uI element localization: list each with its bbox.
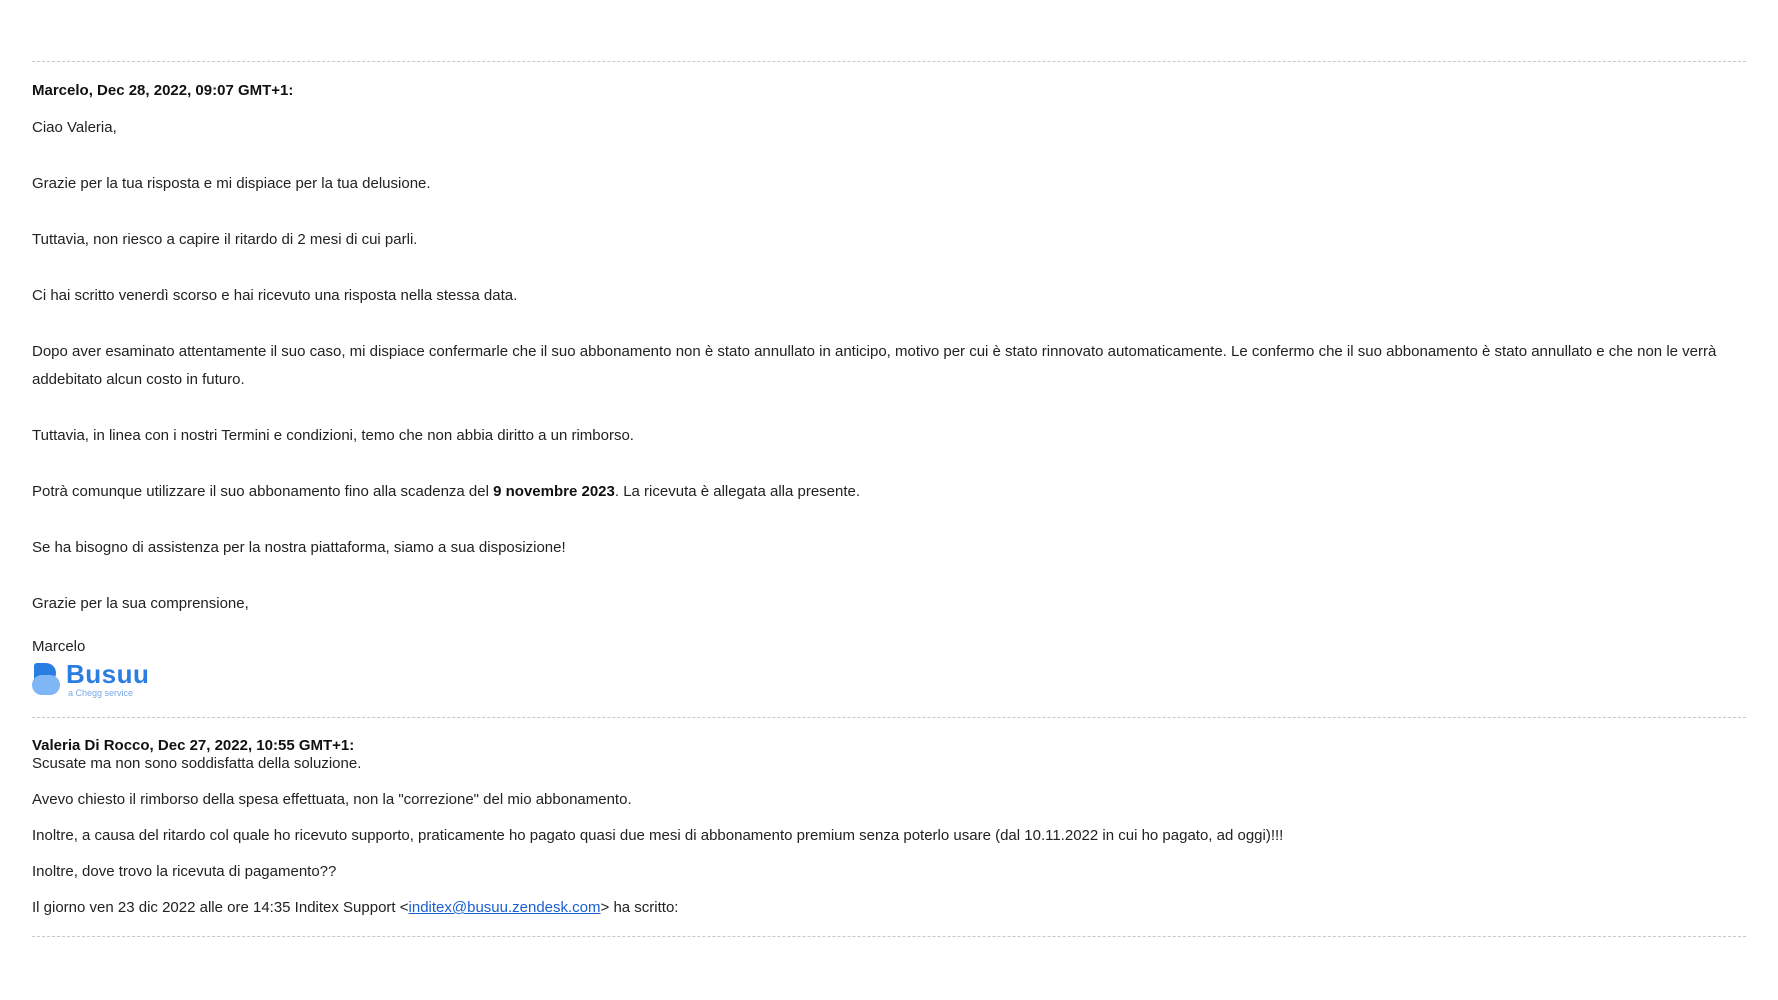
message-valeria xyxy=(32,737,1746,917)
message-paragraph: Inoltre, a causa del ritardo col quale ho ricevuto supporto, praticamente ho pagato quasi due mesi di abbonamento premium senza poterlo usare (dal 10.11.2022 in cui ho pagato, ad oggi)!!! xyxy=(32,827,1284,844)
paragraph-text: . La ricevuta è allegata alla presente. xyxy=(614,483,861,500)
logo-wordmark: Busuu xyxy=(66,659,150,689)
busuu-logo-icon xyxy=(32,661,62,695)
expiry-date: 9 novembre 2023 xyxy=(493,483,615,500)
message-paragraph: Avevo chiesto il rimborso della spesa effettuata, non la "correzione" del mio abbonamento. xyxy=(32,791,632,808)
message-paragraph xyxy=(32,478,1746,506)
message-paragraph: Dopo aver esaminato attentamente il suo caso, mi dispiace confermarle che il suo abbonamento non è stato annullato in anticipo, motivo per cui è stato rinnovato automaticamente. Le confermo che il suo abbonamento è stato annullato e che non le verrà addebitato alcun costo in futuro. xyxy=(32,343,1717,388)
paragraph-text: Il giorno ven 23 dic 2022 alle ore 14:35 Inditex Support < xyxy=(32,899,409,916)
message-paragraph: Grazie per la tua risposta e mi dispiace per la tua delusione. xyxy=(32,175,431,192)
email-thread xyxy=(32,0,1746,937)
paragraph-text: Potrà comunque utilizzare il suo abbonamento fino alla scadenza del xyxy=(32,483,494,500)
signature-name: Marcelo xyxy=(32,638,86,655)
message-paragraph: Tuttavia, in linea con i nostri Termini e condizioni, temo che non abbia diritto a un rimborso. xyxy=(32,427,634,444)
message-paragraph: Inoltre, dove trovo la ricevuta di pagamento?? xyxy=(32,863,337,880)
message-paragraph: Ci hai scritto venerdì scorso e hai ricevuto una risposta nella stessa data. xyxy=(32,287,518,304)
greeting: Ciao Valeria, xyxy=(32,119,117,136)
message-paragraph: Se ha bisogno di assistenza per la nostra piattaforma, siamo a sua disposizione! xyxy=(32,539,566,556)
thread-divider xyxy=(32,61,1746,62)
message-header: Marcelo, Dec 28, 2022, 09:07 GMT+1: xyxy=(32,82,294,99)
message-header: Valeria Di Rocco, Dec 27, 2022, 10:55 GMT+1: xyxy=(32,737,355,754)
email-link[interactable]: inditex@busuu.zendesk.com xyxy=(408,899,601,916)
thread-divider xyxy=(32,717,1746,718)
logo-tagline: a Chegg service xyxy=(68,688,134,698)
message-marcelo xyxy=(32,81,1746,699)
thread-divider xyxy=(32,936,1746,937)
message-paragraph: Tuttavia, non riesco a capire il ritardo di 2 mesi di cui parli. xyxy=(32,231,418,248)
busuu-logo xyxy=(32,661,1746,699)
message-paragraph: Grazie per la sua comprensione, xyxy=(32,595,249,612)
quoted-reply-line xyxy=(32,899,1746,917)
paragraph-text: > ha scritto: xyxy=(600,899,679,916)
message-paragraph: Scusate ma non sono soddisfatta della soluzione. xyxy=(32,755,362,772)
